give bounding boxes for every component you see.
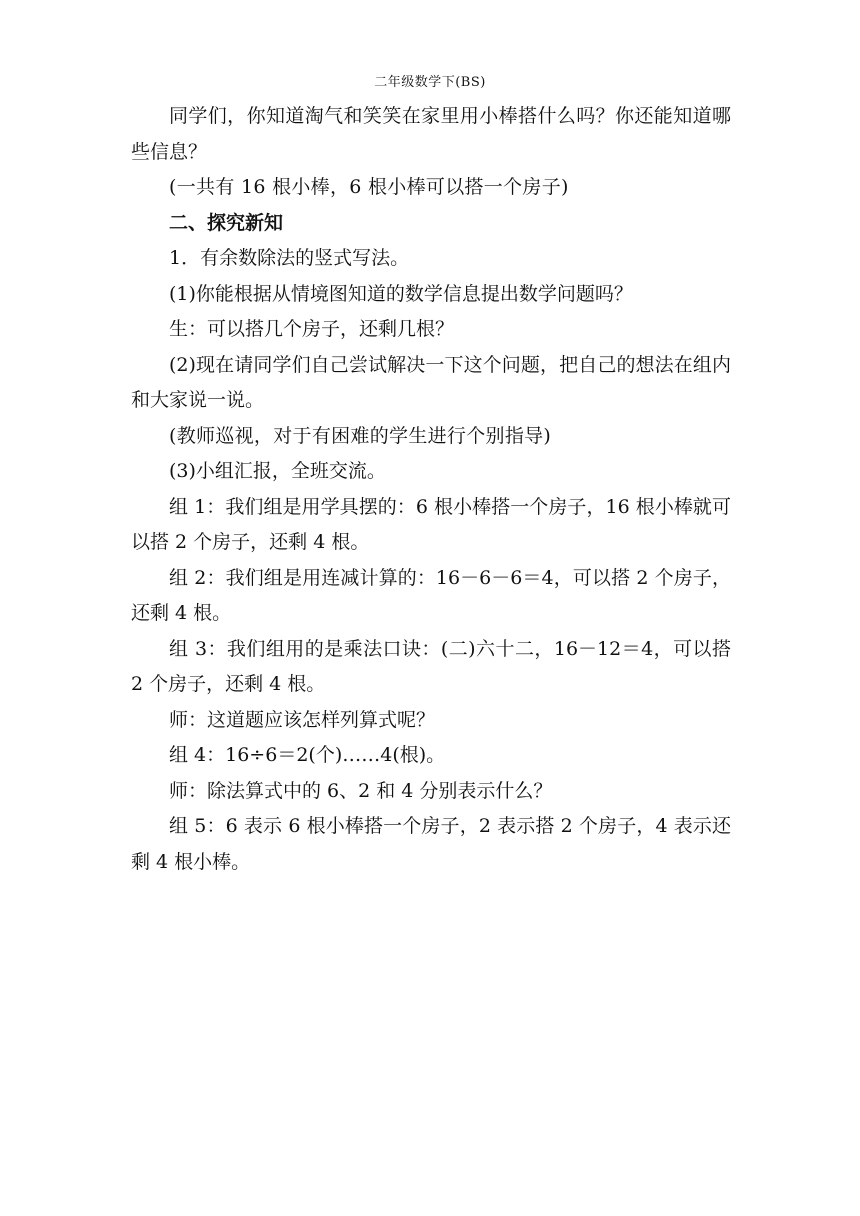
intro-question-paragraph: 同学们，你知道淘气和笑笑在家里用小棒搭什么吗？你还能知道哪些信息？ xyxy=(131,105,731,163)
step-3-paragraph: (3)小组汇报，全班交流。 xyxy=(169,460,386,482)
group-1-report: 组 1：我们组是用学具摆的：6 根小棒搭一个房子，16 根小棒就可以搭 2 个房子，还剩 4 根。 xyxy=(131,495,731,553)
group-3-report: 组 3：我们组用的是乘法口诀：(二)六十二，16－12＝4，可以搭 2 个房子，还剩 4 根。 xyxy=(131,637,731,695)
step-2-paragraph: (2)现在请同学们自己尝试解决一下这个问题，把自己的想法在组内和大家说一说。 xyxy=(131,353,731,411)
lesson-body xyxy=(131,99,731,880)
group-2-report: 组 2：我们组是用连减计算的：16－6－6＝4，可以搭 2 个房子，还剩 4 根。 xyxy=(131,566,731,624)
student-question-paragraph: 生：可以搭几个房子，还剩几根？ xyxy=(169,318,455,340)
group-4-report: 组 4：16÷6＝2(个)……4(根)。 xyxy=(169,744,446,766)
intro-answer-note: (一共有 16 根小棒，6 根小棒可以搭一个房子) xyxy=(169,176,569,198)
step-1-paragraph: (1)你能根据从情境图知道的数学信息提出数学问题吗？ xyxy=(169,282,633,305)
page-header: 二年级数学下(BS) xyxy=(374,75,486,90)
group-5-report: 组 5：6 表示 6 根小棒搭一个房子，2 表示搭 2 个房子，4 表示还剩 4 根小棒。 xyxy=(131,815,731,873)
teacher-question-2: 师：除法算式中的 6、2 和 4 分别表示什么？ xyxy=(169,779,553,802)
subsection-title: 1．有余数除法的竖式写法。 xyxy=(169,247,410,269)
section-heading: 二、探究新知 xyxy=(169,211,284,234)
teacher-note: (教师巡视，对于有困难的学生进行个别指导) xyxy=(169,424,552,447)
teacher-question-1: 师：这道题应该怎样列算式呢？ xyxy=(169,708,436,731)
